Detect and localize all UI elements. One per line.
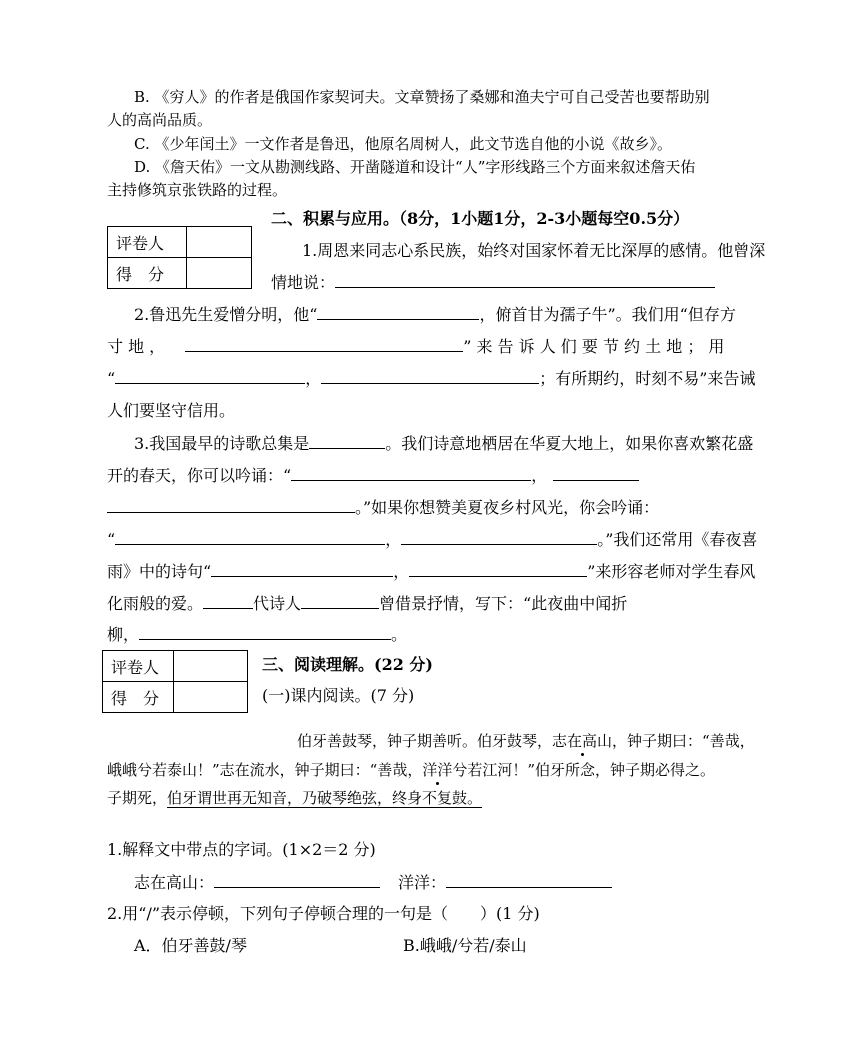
s2-q3-line3: 。”如果你想赞美夏夜乡村风光，你会吟诵： — [107, 495, 659, 518]
answer-blank[interactable] — [115, 528, 385, 545]
answer-blank[interactable] — [301, 592, 379, 609]
reviewer-cell[interactable] — [187, 227, 252, 258]
section3-subtitle: (一)课内阅读。(7 分) — [262, 686, 415, 705]
answer-blank[interactable] — [409, 560, 587, 577]
s3-q1-answers: 志在高山： 洋洋： — [134, 870, 612, 893]
s3-q2: 2.用“/”表示停顿，下列句子停顿合理的一句是（ ）(1 分) — [107, 904, 540, 923]
option-c: C. 《少年闰土》一文作者是鲁迅，他原名周树人，此文节选自他的小说《故乡》。 — [134, 135, 672, 153]
passage-line2: 峨峨兮若泰山！”志在流水，钟子期曰：“善哉，洋洋兮若江河！”伯牙所念，钟子期必得之。 — [107, 761, 716, 779]
s2-q2-line4: 人们要坚守信用。 — [107, 401, 236, 420]
score-cell[interactable] — [174, 682, 248, 713]
s2-q3-line6: 化雨般的爱。 代诗人 曾借景抒情，写下：“此夜曲中闻折 — [107, 594, 628, 613]
s2-q1-line2: 情地说： — [271, 270, 715, 293]
dotted-term-zhizaigaoshan: 志在高山 — [552, 732, 613, 750]
score-cell[interactable] — [187, 258, 252, 289]
answer-blank[interactable] — [211, 560, 393, 577]
s3-q2-option-a: A．伯牙善鼓/琴 — [134, 936, 247, 955]
score-label: 得 分 — [108, 258, 187, 289]
s2-q3-line2: 开的春天，你可以吟诵：“ ， — [107, 463, 639, 486]
option-b-line1: B. 《穷人》的作者是俄国作家契诃夫。文章赞扬了桑娜和渔夫宁可自己受苦也要帮助别 — [134, 88, 710, 106]
passage-line3: 子期死，伯牙谓世再无知音，乃破琴绝弦，终身不复鼓。 — [107, 789, 483, 807]
option-b-line2: 人的高尚品质。 — [107, 111, 213, 129]
answer-blank[interactable] — [553, 464, 639, 481]
answer-blank[interactable] — [401, 528, 597, 545]
reviewer-label: 评卷人 — [108, 227, 187, 258]
answer-blank[interactable] — [139, 623, 391, 640]
s2-q1-line1: 1.周恩来同志心系民族，始终对国家怀着无比深厚的感情。他曾深 — [302, 241, 766, 260]
s3-q2-option-b: B.峨峨/兮若/泰山 — [403, 936, 527, 955]
answer-blank[interactable] — [446, 871, 612, 888]
answer-blank[interactable] — [115, 367, 305, 384]
s3-q1: 1.解释文中带点的字词。(1×2＝2 分) — [107, 840, 376, 859]
s2-q3-line1: 3.我国最早的诗歌总集是 。我们诗意地栖居在华夏大地上，如果你喜欢繁花盛 — [134, 434, 754, 453]
answer-blank[interactable] — [185, 335, 463, 352]
s2-q2-line2: 寸 地 ， ” 来 告 诉 人 们 要 节 约 土 地 ； 用 — [107, 337, 725, 356]
reviewer-cell[interactable] — [174, 651, 248, 682]
score-box-section2 — [107, 226, 252, 289]
answer-blank[interactable] — [309, 432, 385, 449]
section2-title: 二、积累与应用。（8分，1小题1分，2-3小题每空0.5分） — [271, 209, 690, 228]
answer-blank[interactable] — [107, 496, 355, 513]
score-box-section3 — [102, 650, 248, 713]
reviewer-label: 评卷人 — [103, 651, 174, 682]
passage-line1: 伯牙善鼓琴，钟子期善听。伯牙鼓琴，志在高山，钟子期曰：“善哉， — [297, 732, 755, 750]
answer-blank[interactable] — [317, 303, 479, 320]
answer-blank[interactable] — [203, 592, 253, 609]
s2-q2-line1: 2.鲁迅先生爱憎分明，他“ ，俯首甘为孺子牛”。我们用“但存方 — [134, 305, 736, 324]
s2-q2-line3: “ ， ；有所期约，时刻不易”来告诫 — [107, 369, 756, 388]
option-d-line2: 主持修筑京张铁路的过程。 — [107, 181, 288, 199]
answer-blank[interactable] — [321, 367, 539, 384]
option-d-line1: D. 《詹天佑》一文从勘测线路、开凿隧道和设计“人”字形线路三个方面来叙述詹天佑 — [134, 158, 696, 176]
answer-blank[interactable] — [335, 271, 715, 288]
dotted-term-yangyang: 洋洋 — [422, 761, 453, 779]
answer-blank[interactable] — [291, 464, 531, 481]
underlined-sentence: 伯牙谓世再无知音，乃破琴绝弦，终身不复鼓。 — [167, 789, 483, 807]
s2-q3-line7: 柳， 。 — [107, 625, 408, 644]
score-label: 得 分 — [103, 682, 174, 713]
s2-q3-line5: 雨》中的诗句“ ， ”来形容老师对学生春风 — [107, 562, 756, 581]
s2-q3-line4: “ ， 。”我们还常用《春夜喜 — [107, 530, 758, 549]
section3-title: 三、阅读理解。(22 分) — [262, 655, 433, 674]
answer-blank[interactable] — [214, 871, 380, 888]
